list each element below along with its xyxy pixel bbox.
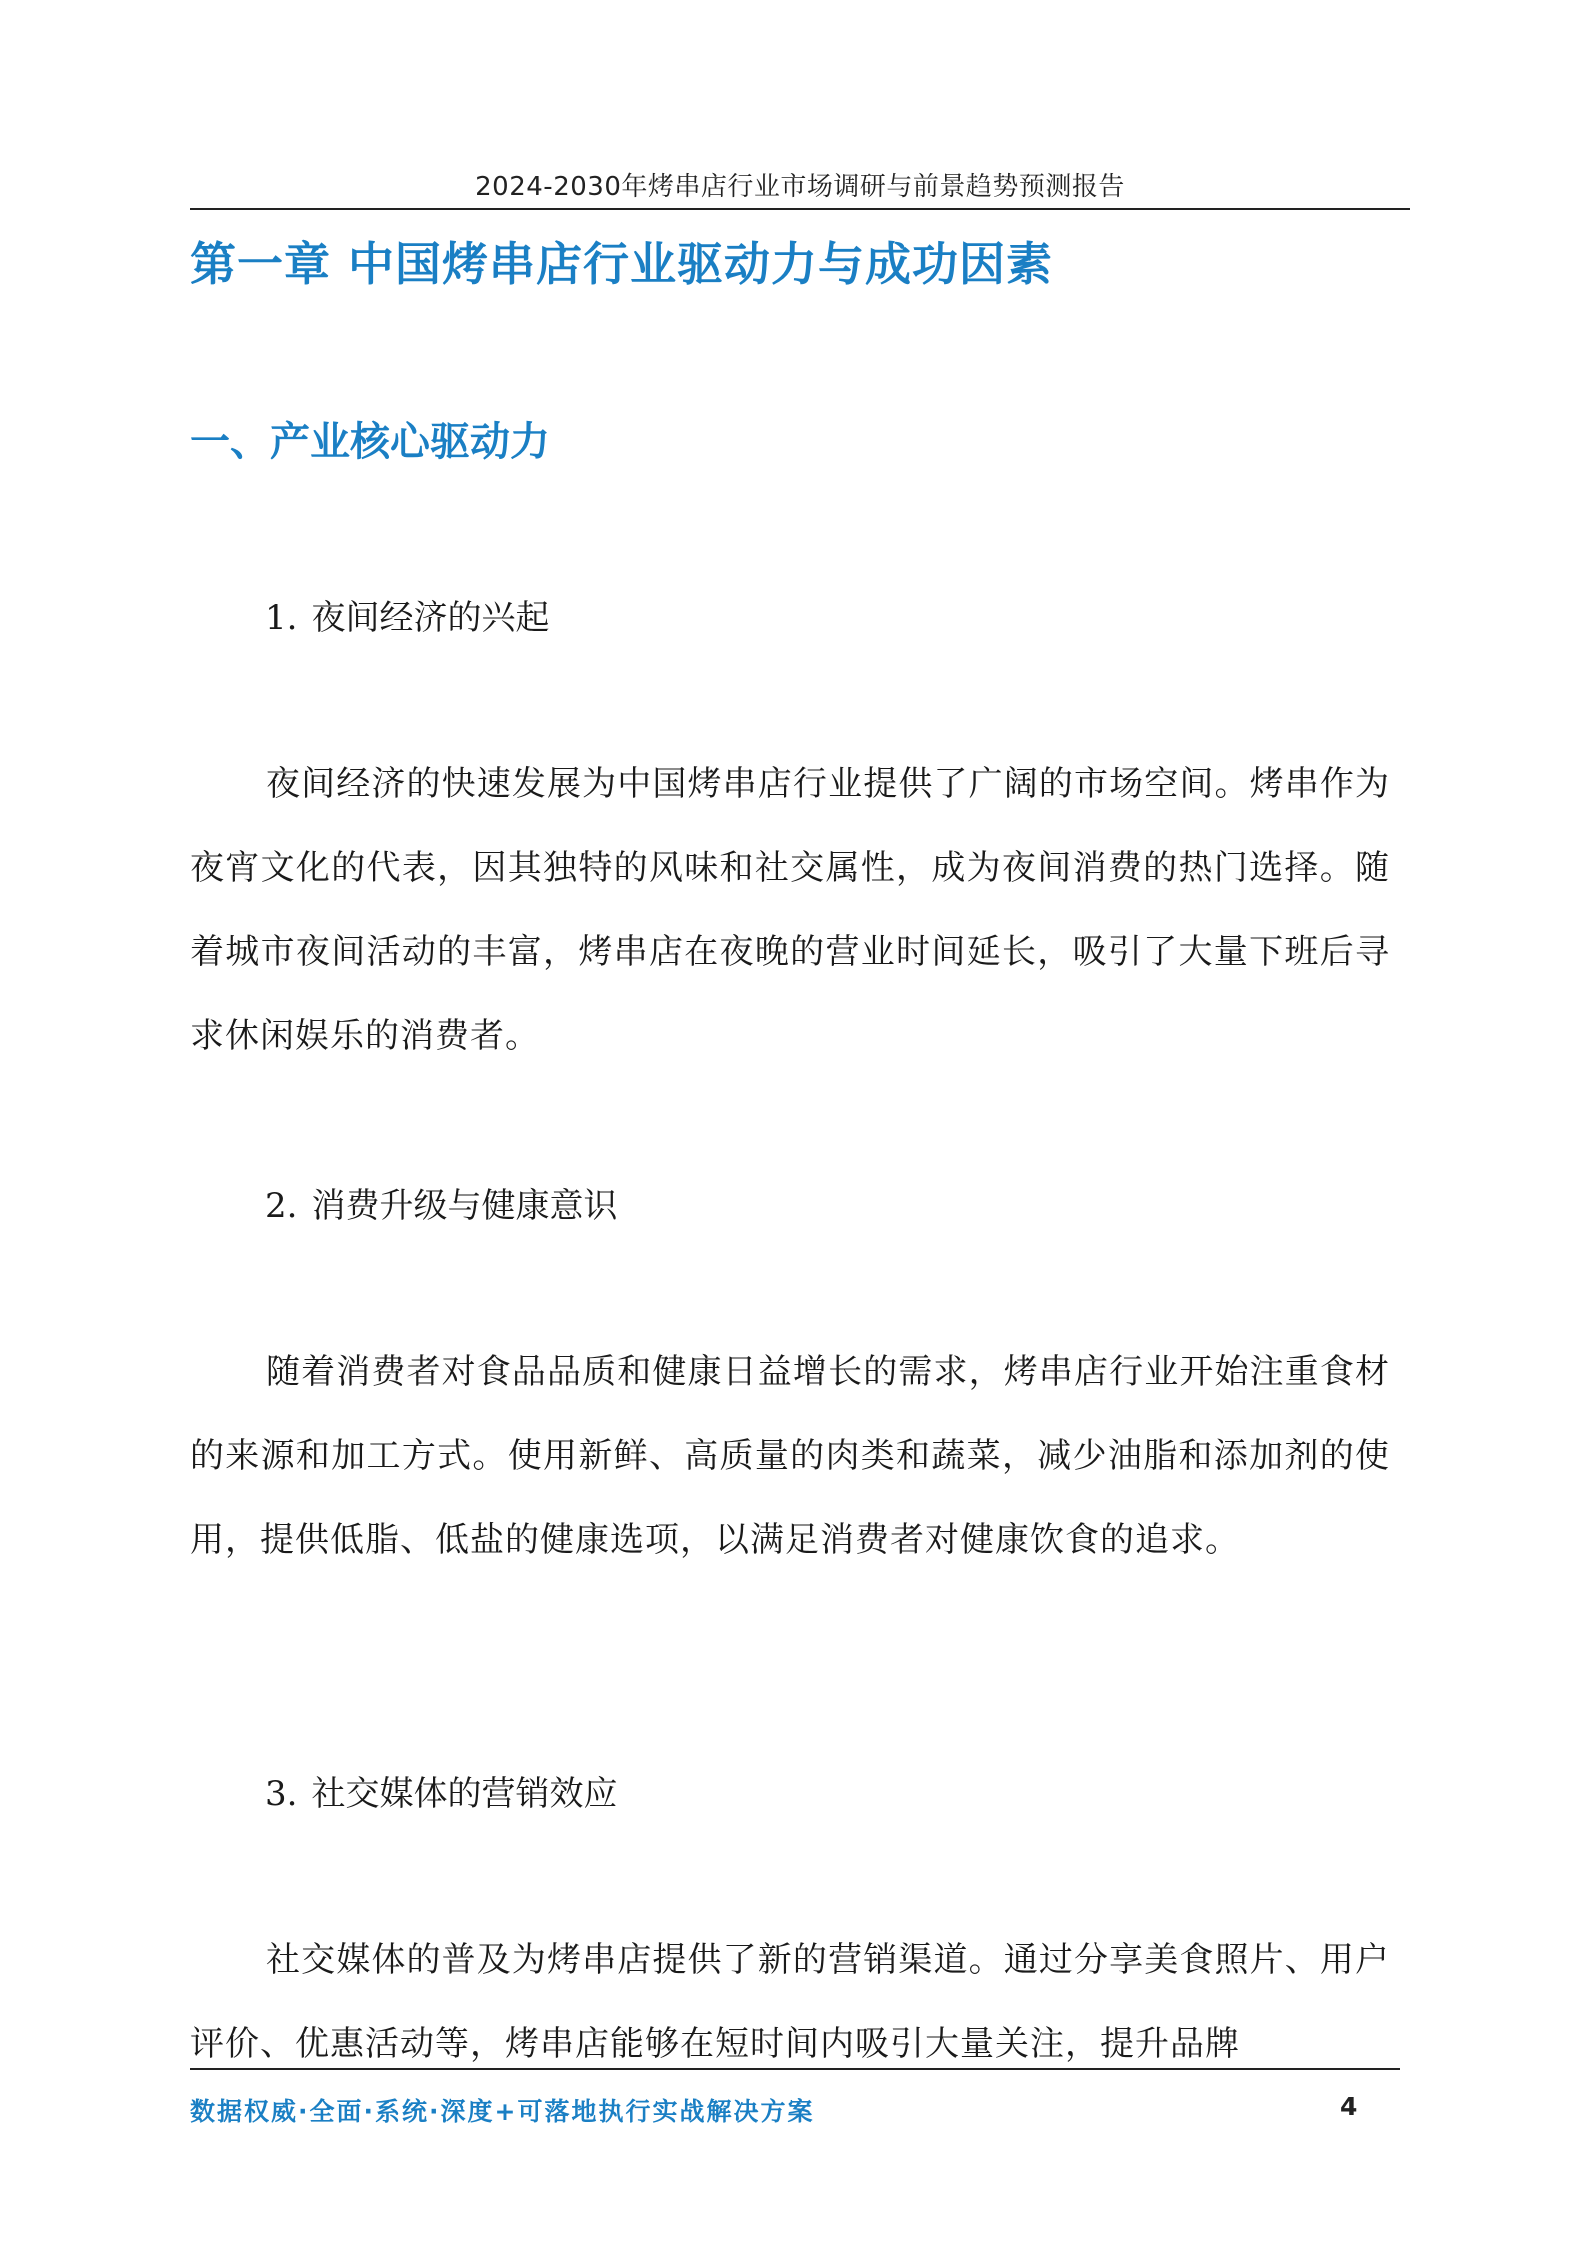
subheading-2 [265,1178,617,1227]
report-header-title: 2024-2030年烤串店行业市场调研与前景趋势预测报告 [475,172,1125,202]
chapter-title: 第一章 中国烤串店行业驱动力与成功因素 [190,237,1054,291]
subheading-3 [265,1766,617,1815]
paragraph-2: 随着消费者对食品品质和健康日益增长的需求，烤串店行业开始注重食材的来源和加工方式。使用新鲜、高质量的肉类和蔬菜，减少油脂和添加剂的使用，提供低脂、低盐的健康选项，以满足消费者对健康饮食的追求。 [190,1352,1390,1560]
section-title: 一、产业核心驱动力 [190,419,550,465]
footer-slogan: 数据权威·全面·系统·深度+可落地执行实战解决方案 [190,2097,815,2126]
subheading-1 [265,590,549,639]
subheading-text: 夜间经济的兴起 [311,598,550,638]
subheading-number: 2. [265,1186,298,1226]
page-number: 4 [1340,2092,1358,2121]
subheading-text: 消费升级与健康意识 [311,1186,618,1226]
subheading-text: 社交媒体的营销效应 [311,1774,618,1814]
header-divider [190,208,1410,210]
footer-divider [190,2068,1400,2070]
paragraph-1: 夜间经济的快速发展为中国烤串店行业提供了广阔的市场空间。烤串作为夜宵文化的代表，因其独特的风味和社交属性，成为夜间消费的热门选择。随着城市夜间活动的丰富，烤串店在夜晚的营业时间延长，吸引了大量下班后寻求休闲娱乐的消费者。 [190,764,1390,1056]
subheading-number: 3. [265,1774,298,1814]
subheading-number: 1. [265,598,298,638]
paragraph-3: 社交媒体的普及为烤串店提供了新的营销渠道。通过分享美食照片、用户评价、优惠活动等，烤串店能够在短时间内吸引大量关注，提升品牌 [190,1940,1390,2064]
